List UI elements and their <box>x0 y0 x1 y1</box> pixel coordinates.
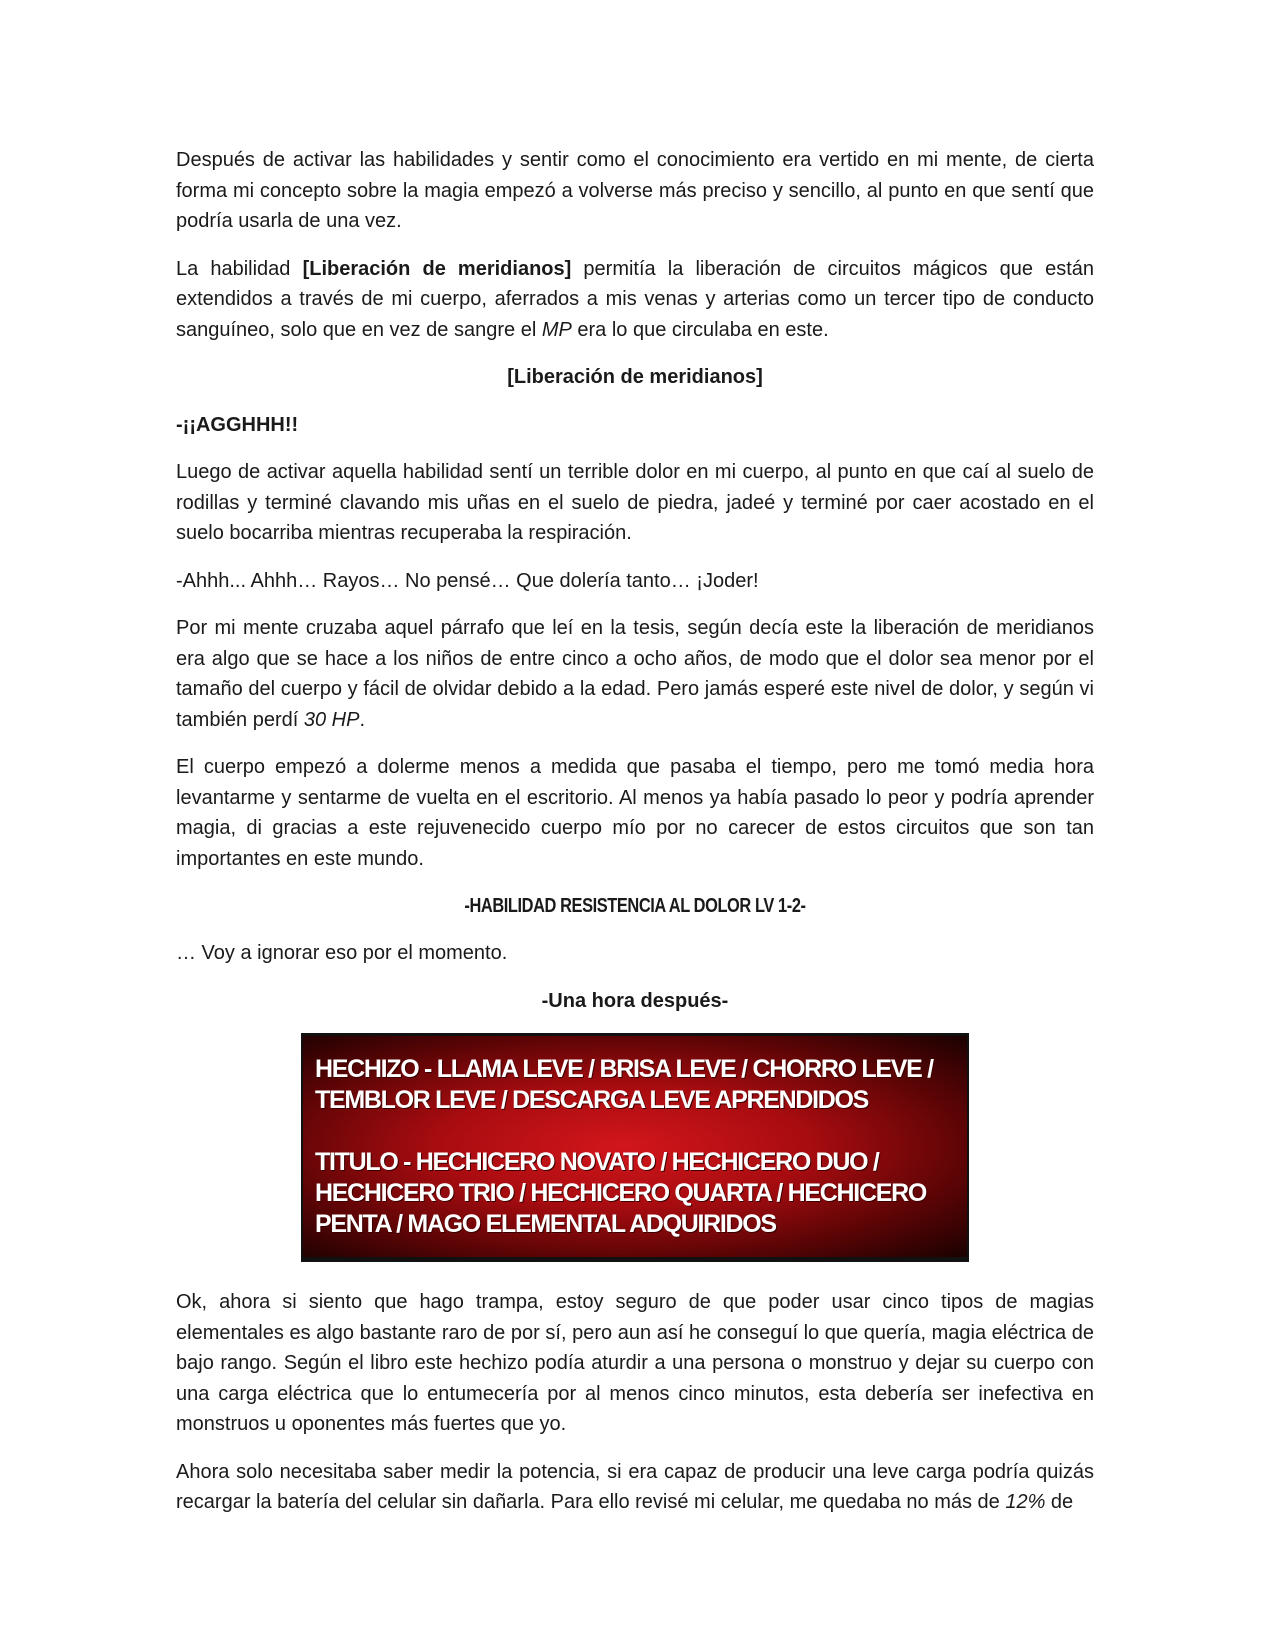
paragraph-6: El cuerpo empezó a dolerme menos a medida que pasaba el tiempo, pero me tomó media hora levantarme y sentarme de vuelta en el escritorio. Al menos ya había pasado lo peor y podría aprender magia, di gracias a este rejuvenecido cuerpo mío por no carecer de estos circuitos que son tan importantes en este mundo. <box>176 756 1094 870</box>
system-notification-banner <box>301 1033 969 1262</box>
skill-heading: [Liberación de meridianos] <box>507 366 763 388</box>
mp-term: MP <box>541 318 572 341</box>
paragraph-9-text-a: Ahora solo necesitaba saber medir la potencia, si era capaz de producir una leve carga podría quizás recargar la batería del celular sin dañarla. Para ello revisé mi celular, me quedaba no más de <box>176 1460 1094 1513</box>
time-skip: -Una hora después- <box>541 989 729 1012</box>
paragraph-2-text-e: era lo que circulaba en este. <box>571 318 829 341</box>
paragraph-3: Luego de activar aquella habilidad sentí un terrible dolor en mi cuerpo, al punto en que caí al suelo de rodillas y terminé clavando mis uñas en el suelo de piedra, jadeé y terminé por caer acostado en el suelo bocarriba mientras recuperaba la respiración. <box>176 461 1094 544</box>
paragraph-2-text-a: La habilidad <box>176 257 303 280</box>
paragraph-5-text-c: . <box>359 708 366 731</box>
paragraph-4: -Ahhh... Ahhh… Rayos… No pensé… Que dolería tanto… ¡Joder! <box>176 569 759 592</box>
banner-line-2: TEMBLOR LEVE / DESCARGA LEVE APRENDIDOS <box>315 1086 869 1114</box>
paragraph-9-text-c: de <box>1045 1491 1074 1513</box>
battery-percent: 12% <box>1005 1491 1046 1513</box>
banner-line-1: HECHIZO - LLAMA LEVE / BRISA LEVE / CHORRO LEVE / <box>315 1055 933 1083</box>
paragraph-2 <box>176 254 1094 346</box>
paragraph-9 <box>176 1457 1094 1518</box>
skill-name-inline: [Liberación de meridianos] <box>302 257 572 280</box>
hp-term: 30 HP <box>303 708 360 731</box>
banner-spacer <box>315 1116 955 1147</box>
paragraph-2-text-c: permitía la liberación de circuitos mágicos que están extendidos a través de mi cuerpo, aferrados a mis venas y arterias como un tercer tipo de conducto sanguíneo, solo que en vez de sangre el <box>176 257 1095 341</box>
banner-line-3: TITULO - HECHICERO NOVATO / HECHICERO DUO / <box>315 1148 879 1176</box>
banner-line-4: HECHICERO TRIO / HECHICERO QUARTA / HECHICERO <box>315 1179 926 1207</box>
skill-notice: -HABILIDAD RESISTENCIA AL DOLOR LV 1-2- <box>464 895 806 917</box>
paragraph-5 <box>176 613 1094 735</box>
paragraph-8: Ok, ahora si siento que hago trampa, estoy seguro de que poder usar cinco tipos de magias elementales es algo bastante raro de por sí, pero aun así he conseguí lo que quería, magia eléctrica de bajo rango. Según el libro este hechizo podía aturdir a una persona o monstruo y dejar su cuerpo con una carga eléctrica que lo entumecería por al menos cinco minutos, esta debería ser inefectiva en monstruos u oponentes más fuertes que yo. <box>176 1291 1094 1435</box>
paragraph-1: Después de activar las habilidades y sentir como el conocimiento era vertido en mi mente, de cierta forma mi concepto sobre la magia empezó a volverse más preciso y sencillo, al punto en que sentí que podría usarla de una vez. <box>176 149 1094 232</box>
document-page <box>176 145 1094 1535</box>
paragraph-5-text-a: Por mi mente cruzaba aquel párrafo que leí en la tesis, según decía este la liberación de meridianos era algo que se hace a los niños de entre cinco a ocho años, de modo que el dolor sea menor por el tamaño del cuerpo y fácil de olvidar debido a la edad. Pero jamás esperé este nivel de dolor, y según vi también perdí <box>176 617 1094 731</box>
paragraph-7: … Voy a ignorar eso por el momento. <box>176 942 508 964</box>
scream-line: -¡¡AGGHHH!! <box>176 413 299 436</box>
banner-line-5: PENTA / MAGO ELEMENTAL ADQUIRIDOS <box>315 1210 776 1238</box>
